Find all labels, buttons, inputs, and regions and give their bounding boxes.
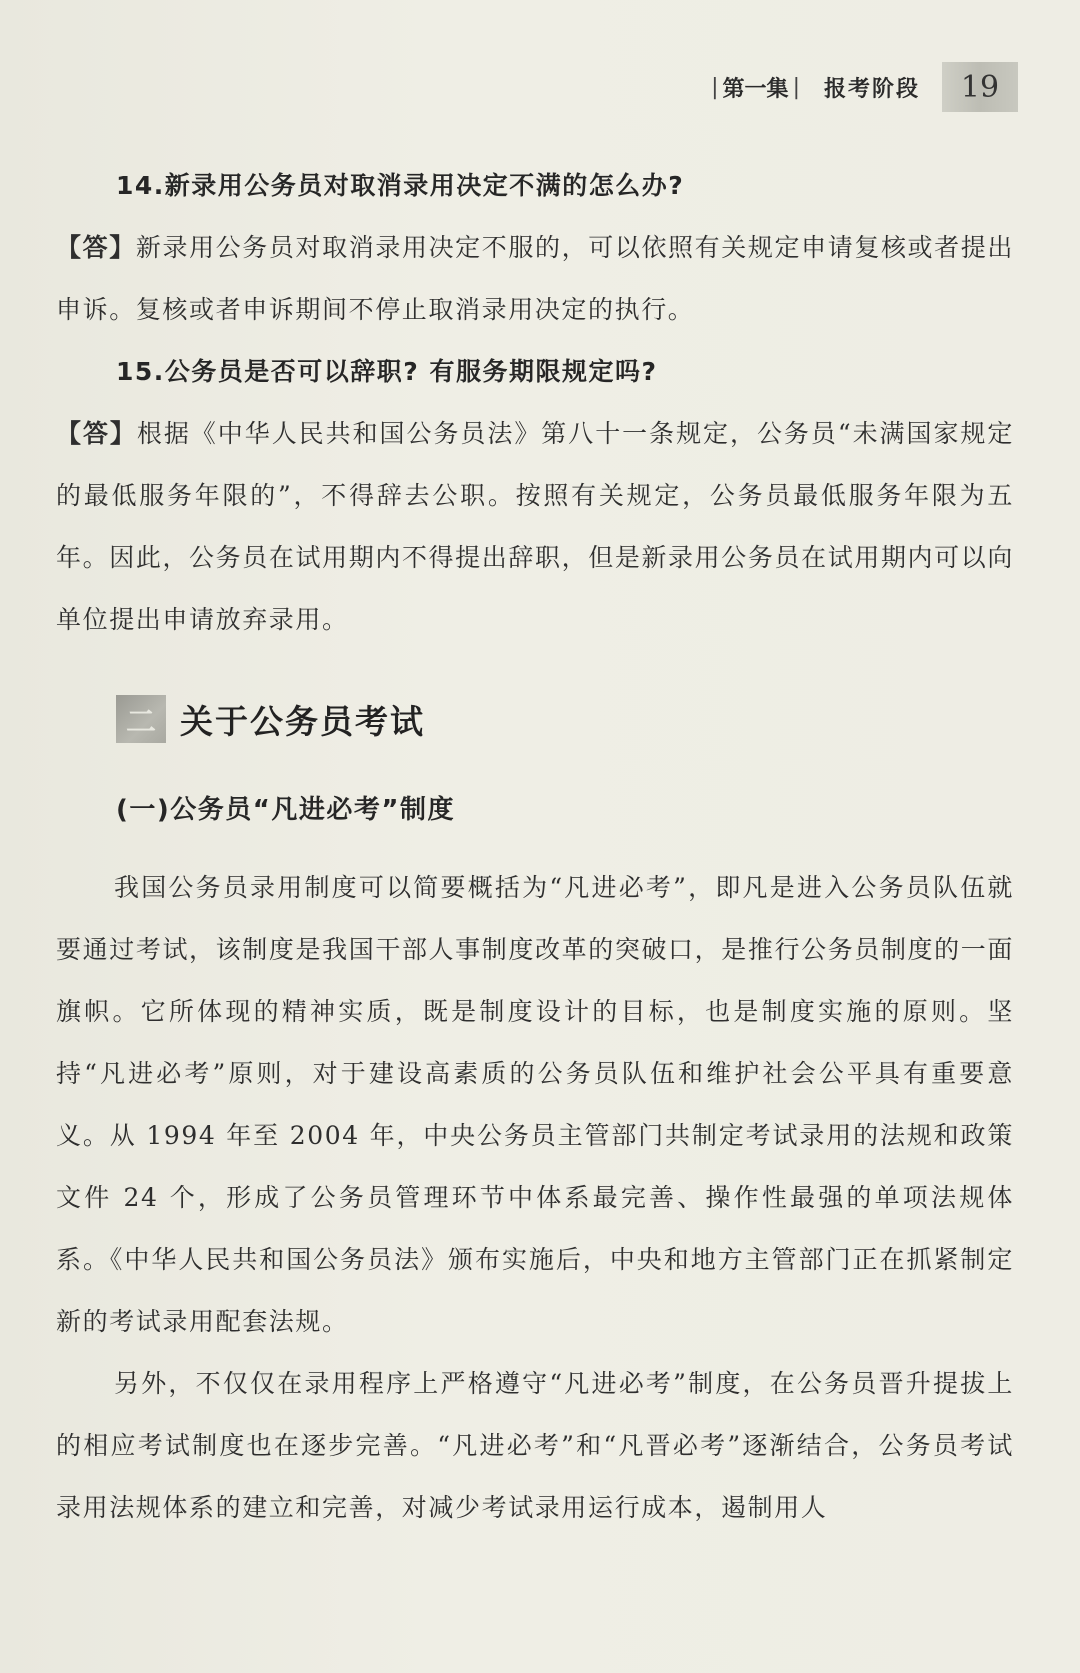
running-header bbox=[707, 62, 1018, 112]
answer-mark: 【答】 bbox=[56, 419, 137, 448]
answer-15 bbox=[56, 403, 1014, 651]
answer-mark: 【答】 bbox=[56, 233, 136, 262]
header-section: 报考阶段 bbox=[823, 76, 920, 102]
header-separator: | bbox=[792, 74, 800, 100]
question-15: 15.公务员是否可以辞职? 有服务期限规定吗? bbox=[116, 357, 658, 386]
answer-15-text: 根据《中华人民共和国公务员法》第八十一条规定，公务员“未满国家规定的最低服务年限的”，不得辞去公职。按照有关规定，公务员最低服务年限为五年。因此，公务员在试用期内不得提出辞职，但是新录用公务员在试用期内可以向单位提出申请放弃录用。 bbox=[56, 419, 1014, 634]
header-separator: | bbox=[711, 74, 719, 100]
header-volume: 第一集 bbox=[722, 76, 789, 102]
answer-14 bbox=[56, 217, 1014, 341]
page-content bbox=[56, 155, 1014, 1539]
section-heading bbox=[56, 689, 1014, 749]
question-14: 14.新录用公务员对取消录用决定不满的怎么办? bbox=[116, 171, 685, 200]
section-title: 关于公务员考试 bbox=[180, 701, 425, 741]
page-number: 19 bbox=[942, 62, 1018, 112]
subsection-title: (一)公务员“凡进必考”制度 bbox=[116, 795, 455, 825]
section-number-badge: 二 bbox=[116, 695, 166, 743]
body-paragraph-1: 我国公务员录用制度可以简要概括为“凡进必考”，即凡是进入公务员队伍就要通过考试，该制度是我国干部人事制度改革的突破口，是推行公务员制度的一面旗帜。它所体现的精神实质，既是制度设计的目标，也是制度实施的原则。坚持“凡进必考”原则，对于建设高素质的公务员队伍和维护社会公平具有重要意义。从 1994 年至 2004 年，中央公务员主管部门共制定考试录用的法规和政策文件 24 个，形成了公务员管理环节中体系最完善、操作性最强的单项法规体系。《中华人民共和国公务员法》颁布实施后，中央和地方主管部门正在抓紧制定新的考试录用配套法规。 bbox=[56, 873, 1014, 1336]
answer-14-text: 新录用公务员对取消录用决定不服的，可以依照有关规定申请复核或者提出申诉。复核或者申诉期间不停止取消录用决定的执行。 bbox=[56, 233, 1014, 324]
body-paragraph-2: 另外，不仅仅在录用程序上严格遵守“凡进必考”制度，在公务员晋升提拔上的相应考试制度也在逐步完善。“凡进必考”和“凡晋必考”逐渐结合，公务员考试录用法规体系的建立和完善，对减少考试录用运行成本，遏制用人 bbox=[56, 1369, 1014, 1522]
